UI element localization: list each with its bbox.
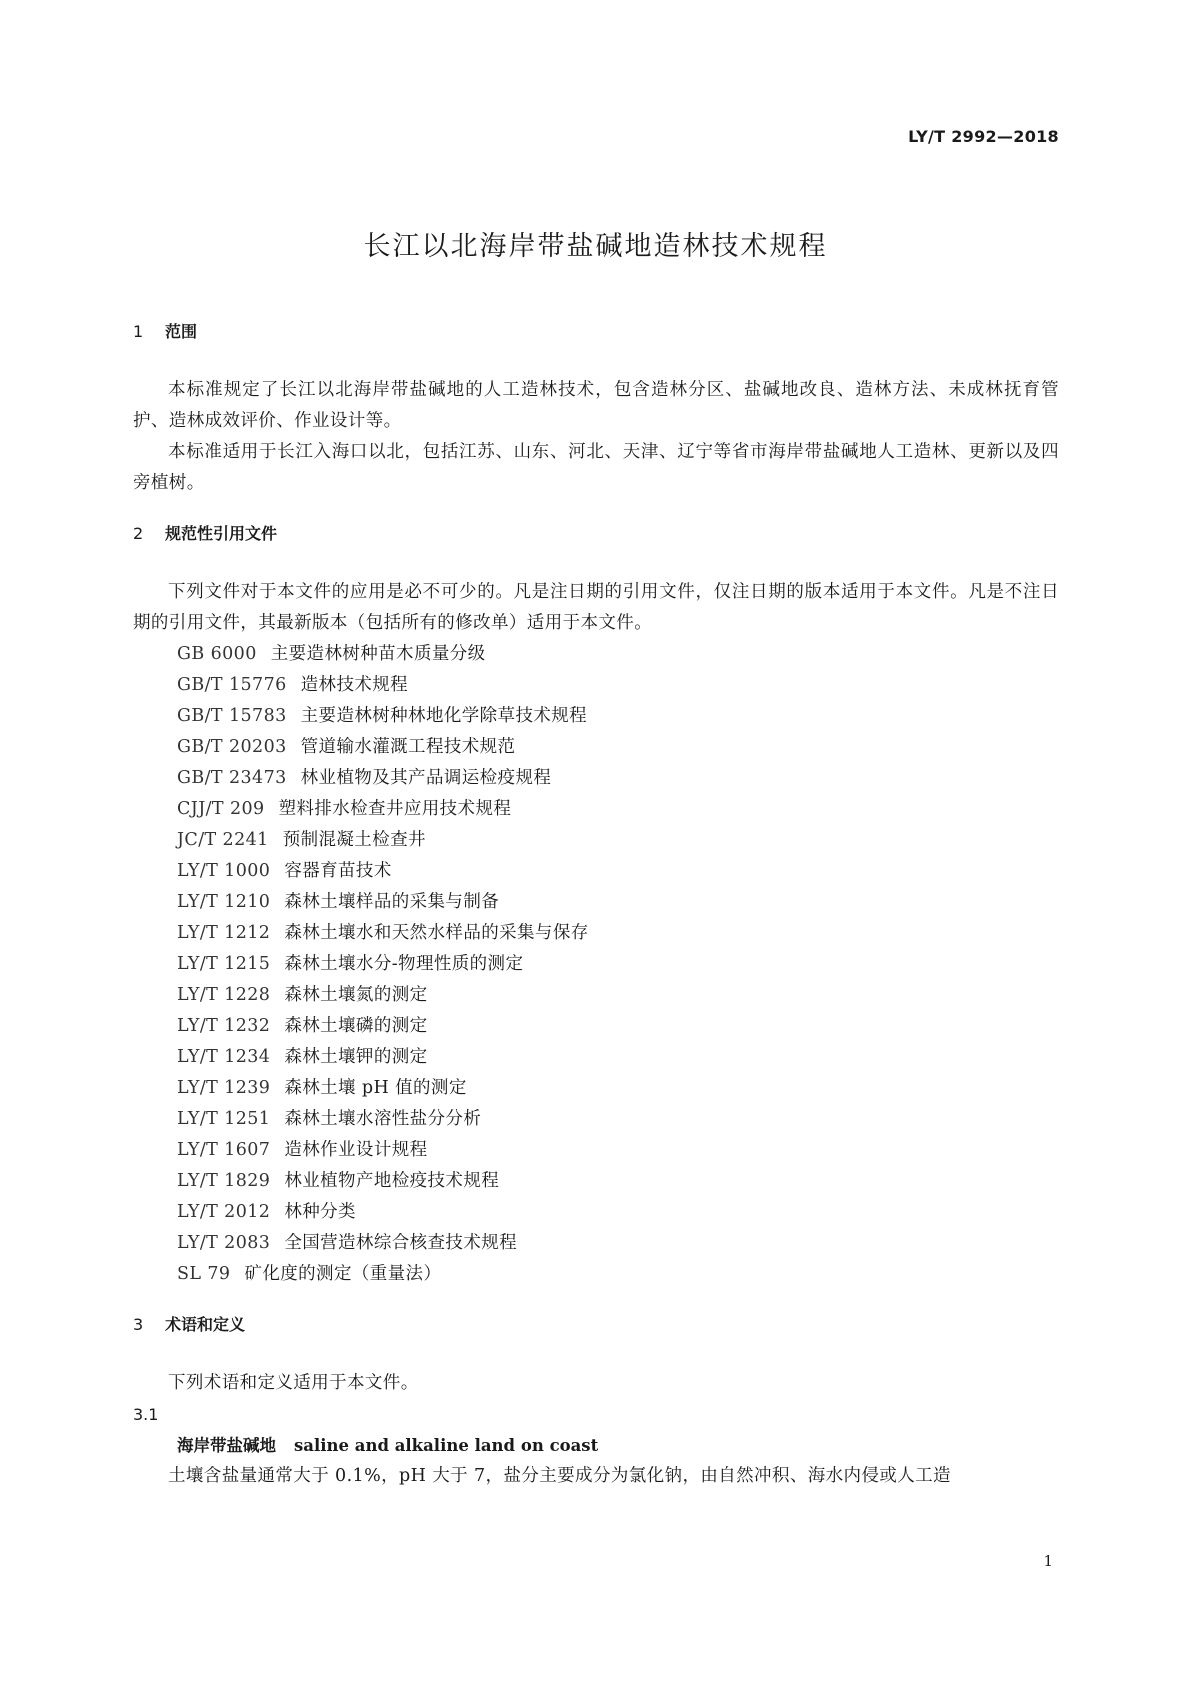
reference-title: 森林土壤氮的测定 — [284, 985, 428, 1005]
section-1-number: 1 — [133, 322, 144, 341]
reference-code: LY/T 1212 — [177, 923, 271, 943]
reference-item — [177, 1166, 1059, 1197]
standard-code: LY/T 2992—2018 — [908, 127, 1059, 146]
reference-item — [177, 856, 1059, 887]
reference-item — [177, 701, 1059, 732]
scope-paragraph-1: 本标准规定了长江以北海岸带盐碱地的人工造林技术，包含造林分区、盐碱地改良、造林方法、未成林抚育管护、造林成效评价、作业设计等。 — [133, 380, 1059, 431]
reference-item — [177, 1073, 1059, 1104]
section-3-number: 3 — [133, 1315, 144, 1334]
reference-code: GB/T 15776 — [177, 675, 287, 695]
reference-code: JC/T 2241 — [177, 830, 269, 850]
reference-item — [177, 1011, 1059, 1042]
section-2-title: 规范性引用文件 — [165, 524, 278, 543]
reference-code: LY/T 2012 — [177, 1202, 271, 1222]
reference-title: 造林技术规程 — [300, 675, 409, 695]
reference-item — [177, 887, 1059, 918]
term-definition: 土壤含盐量通常大于 0.1%，pH 大于 7，盐分主要成分为氯化钠，由自然冲积、海水内侵或人工造 — [168, 1466, 951, 1486]
term-heading — [133, 1430, 1059, 1461]
reference-code: LY/T 1215 — [177, 954, 271, 974]
reference-code: LY/T 1228 — [177, 985, 271, 1005]
document-body — [133, 322, 1059, 1492]
reference-item — [177, 1228, 1059, 1259]
reference-title: 森林土壤磷的测定 — [284, 1016, 428, 1036]
reference-item — [177, 825, 1059, 856]
reference-code: LY/T 1234 — [177, 1047, 271, 1067]
reference-title: 矿化度的测定（重量法） — [244, 1264, 442, 1284]
reference-title: 全国营造林综合核查技术规程 — [284, 1233, 518, 1253]
normative-refs-intro: 下列文件对于本文件的应用是必不可少的。凡是注日期的引用文件，仅注日期的版本适用于本文件。凡是不注日期的引用文件，其最新版本（包括所有的修改单）适用于本文件。 — [133, 582, 1059, 633]
section-3-title: 术语和定义 — [165, 1315, 246, 1334]
reference-title: 林业植物产地检疫技术规程 — [284, 1171, 500, 1191]
reference-code: GB 6000 — [177, 644, 257, 664]
reference-title: 森林土壤水和天然水样品的采集与保存 — [284, 923, 589, 943]
reference-title: 森林土壤水分-物理性质的测定 — [284, 954, 524, 974]
reference-item — [177, 1135, 1059, 1166]
reference-title: 容器育苗技术 — [284, 861, 392, 881]
reference-title: 塑料排水检查井应用技术规程 — [278, 799, 512, 819]
reference-code: LY/T 1232 — [177, 1016, 271, 1036]
reference-code: LY/T 1239 — [177, 1078, 271, 1098]
section-2-number: 2 — [133, 524, 144, 543]
reference-code: GB/T 15783 — [177, 706, 287, 726]
reference-code: CJJ/T 209 — [177, 799, 265, 819]
section-1-heading — [133, 322, 1059, 352]
section-3-heading — [133, 1315, 1059, 1345]
reference-title: 预制混凝土检查井 — [282, 830, 426, 850]
section-2-heading — [133, 524, 1059, 554]
reference-title: 主要造林树种林地化学除草技术规程 — [300, 706, 588, 726]
page-number: 1 — [1043, 1552, 1053, 1570]
term-english: saline and alkaline land on coast — [294, 1436, 599, 1455]
reference-item — [177, 1197, 1059, 1228]
reference-item — [177, 763, 1059, 794]
reference-code: LY/T 1251 — [177, 1109, 271, 1129]
reference-code: LY/T 2083 — [177, 1233, 271, 1253]
reference-code: LY/T 1829 — [177, 1171, 271, 1191]
reference-title: 造林作业设计规程 — [284, 1140, 428, 1160]
reference-item — [177, 1104, 1059, 1135]
reference-list — [133, 639, 1059, 1290]
reference-item — [177, 794, 1059, 825]
reference-code: LY/T 1000 — [177, 861, 271, 881]
reference-title: 林业植物及其产品调运检疫规程 — [300, 768, 552, 788]
reference-title: 森林土壤样品的采集与制备 — [284, 892, 500, 912]
reference-code: LY/T 1210 — [177, 892, 271, 912]
reference-item — [177, 1042, 1059, 1073]
scope-paragraph-2: 本标准适用于长江入海口以北，包括江苏、山东、河北、天津、辽宁等省市海岸带盐碱地人工造林、更新以及四旁植树。 — [133, 442, 1059, 493]
reference-code: GB/T 23473 — [177, 768, 287, 788]
reference-title: 林种分类 — [284, 1202, 356, 1222]
reference-code: SL 79 — [177, 1264, 231, 1284]
reference-item — [177, 980, 1059, 1011]
reference-title: 森林土壤水溶性盐分分析 — [284, 1109, 482, 1129]
reference-title: 主要造林树种苗木质量分级 — [270, 644, 486, 664]
clause-3-1-number: 3.1 — [133, 1405, 159, 1424]
reference-item — [177, 1259, 1059, 1290]
reference-code: LY/T 1607 — [177, 1140, 271, 1160]
section-1-title: 范围 — [165, 322, 198, 341]
document-title: 长江以北海岸带盐碱地造林技术规程 — [363, 231, 828, 262]
term-chinese: 海岸带盐碱地 — [177, 1436, 276, 1455]
reference-title: 管道输水灌溉工程技术规范 — [300, 737, 516, 757]
reference-item — [177, 918, 1059, 949]
reference-item — [177, 949, 1059, 980]
reference-item — [177, 732, 1059, 763]
reference-code: GB/T 20203 — [177, 737, 287, 757]
reference-item — [177, 670, 1059, 701]
reference-item — [177, 639, 1059, 670]
terms-intro: 下列术语和定义适用于本文件。 — [168, 1373, 419, 1393]
reference-title: 森林土壤钾的测定 — [284, 1047, 428, 1067]
reference-title: 森林土壤 pH 值的测定 — [284, 1078, 467, 1098]
